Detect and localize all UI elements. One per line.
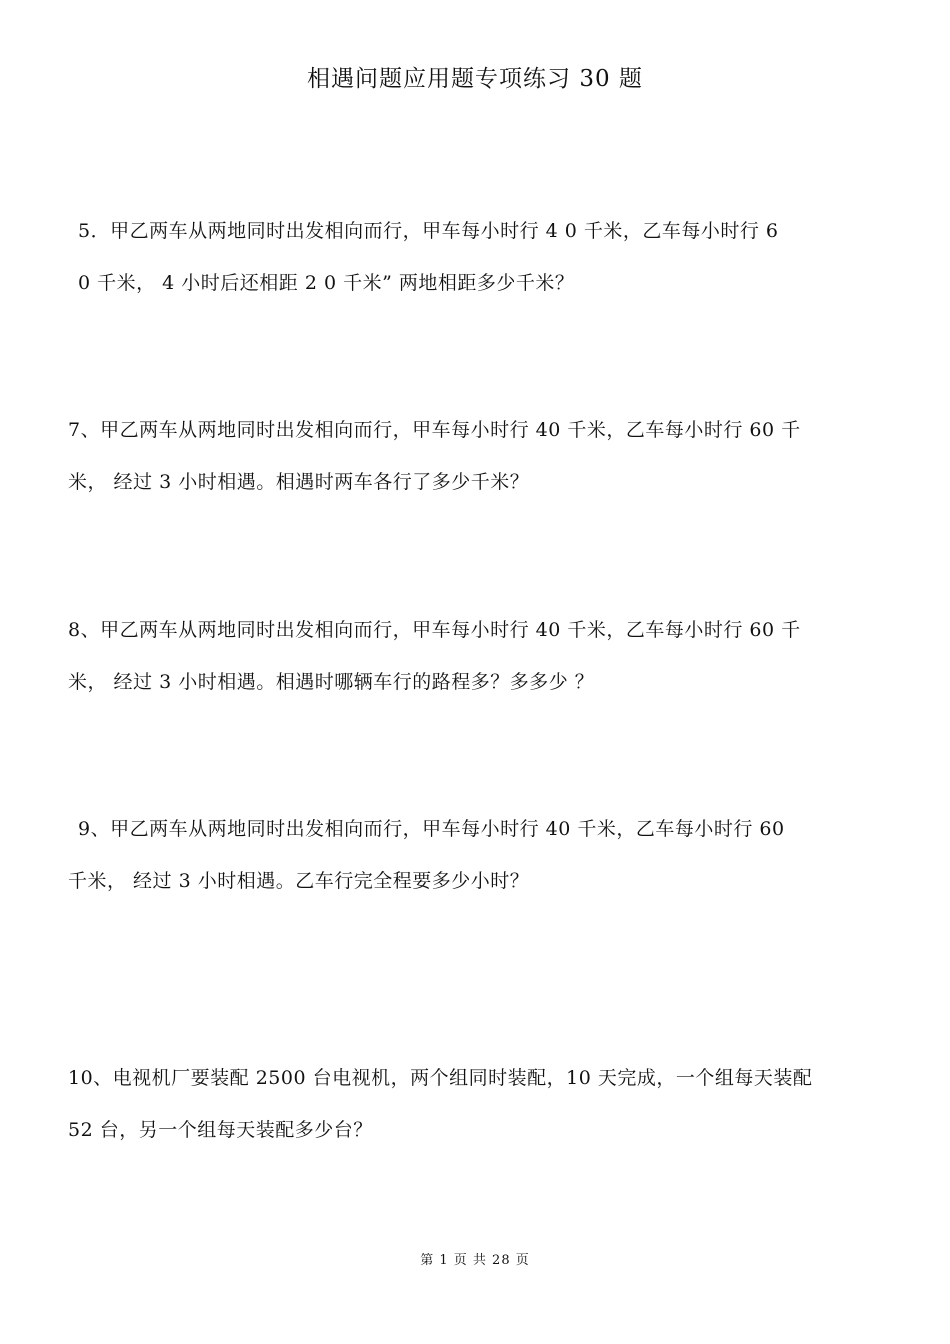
problem-10 — [68, 1052, 886, 1156]
problem-10-line-2: 52 台，另一个组每天装配多少台？ — [68, 1119, 373, 1141]
problem-10-line-1: 10、电视机厂要装配 2500 台电视机，两个组同时装配，10 天完成，一个组每天装配 — [68, 1067, 813, 1089]
problem-5-line-2: 0 千米， 4 小时后还相距 2 0 千米” 两地相距多少千米？ — [78, 272, 575, 294]
problem-5-line-1: 5．甲乙两车从两地同时出发相向而行，甲车每小时行 4 0 千米，乙车每小时行 6 — [78, 220, 779, 242]
problem-5 — [68, 205, 886, 309]
problem-8-line-2: 米， 经过 3 小时相遇。相遇时哪辆车行的路程多？多多少 ？ — [68, 671, 595, 693]
problem-7-line-1: 7、甲乙两车从两地同时出发相向而行，甲车每小时行 40 千米，乙车每小时行 60 千 — [68, 419, 801, 441]
problem-7-line-2: 米， 经过 3 小时相遇。相遇时两车各行了多少千米？ — [68, 471, 530, 493]
page-title: 相遇问题应用题专项练习 30 题 — [307, 66, 643, 92]
problem-7 — [68, 404, 886, 508]
page-footer: 第 1 页 共 28 页 — [420, 1253, 530, 1268]
problem-9-line-2: 千米， 经过 3 小时相遇。乙车行完全程要多少小时？ — [68, 870, 530, 892]
problem-9-line-1: 9、甲乙两车从两地同时出发相向而行，甲车每小时行 40 千米，乙车每小时行 60 — [78, 818, 785, 840]
problem-9 — [68, 803, 886, 907]
problem-8-line-1: 8、甲乙两车从两地同时出发相向而行，甲车每小时行 40 千米，乙车每小时行 60 千 — [68, 619, 801, 641]
problem-8 — [68, 604, 886, 708]
